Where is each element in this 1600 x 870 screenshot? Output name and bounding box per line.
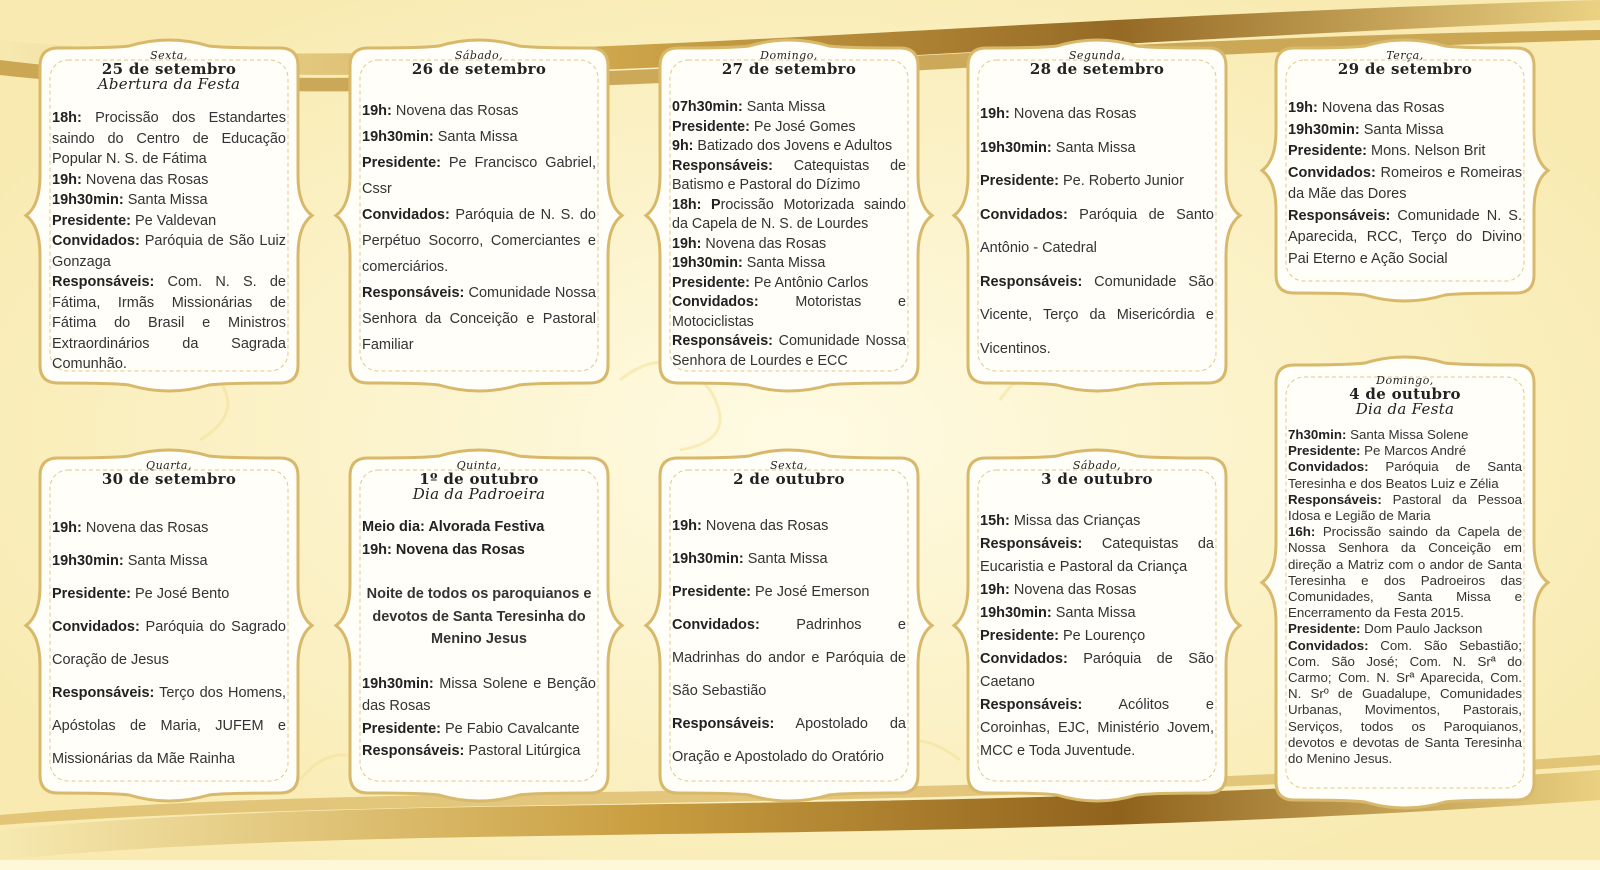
schedule-line: [672, 609, 906, 708]
line-text: Santa Missa: [1359, 121, 1444, 138]
schedule-line: [362, 280, 596, 358]
card-header: [650, 50, 928, 77]
card-body: [980, 98, 1214, 366]
line-text: Novena das Rosas: [1009, 106, 1137, 122]
line-label: Novena das Rosas: [395, 541, 525, 558]
card-header: [340, 50, 618, 77]
day-of-week: Segunda,: [1068, 49, 1126, 62]
day-of-week: Sábado,: [454, 49, 504, 62]
card-header: [958, 50, 1236, 77]
line-label: Presidente:: [980, 628, 1059, 644]
line-label: 19h30min:: [362, 129, 434, 145]
schedule-line: [1288, 459, 1522, 491]
line-text: Batizado dos Jovens e Adultos: [693, 138, 893, 154]
line-label: Convidados:: [1288, 637, 1369, 653]
line-text: Paróquia de N. S. do Perpétuo Socorro, Comerciantes e comerciários.: [362, 207, 596, 275]
line-text: Pe José Bento: [130, 586, 230, 602]
line-label: Presidente:: [1288, 621, 1361, 637]
schedule-line: [1288, 120, 1522, 142]
card-subtitle: Dia da Padroeira: [412, 485, 546, 504]
line-text: Novena das Rosas: [701, 518, 829, 534]
schedule-line: [52, 190, 286, 211]
line-text: Catequistas de Batismo e Pastoral do Dízimo: [672, 157, 906, 193]
line-text: Novena das Rosas: [1317, 100, 1445, 116]
line-label: 07h30min:: [672, 99, 743, 115]
schedule-line: [1288, 427, 1522, 443]
line-text: Pe Francisco Gabriel, Cssr: [362, 155, 596, 197]
card-body: [52, 108, 286, 375]
schedule-card: [958, 38, 1236, 393]
schedule-line: [672, 235, 906, 255]
line-text: Novena das Rosas: [81, 171, 209, 188]
schedule-line: [362, 539, 596, 562]
card-date: 26 de setembro: [411, 59, 547, 78]
line-text: Santa Missa: [123, 553, 208, 569]
day-of-week: Sexta,: [770, 459, 808, 472]
card-body: [1288, 427, 1522, 767]
schedule-card: [1266, 38, 1544, 303]
line-label: Convidados:: [52, 619, 140, 635]
line-label: 19h:: [672, 518, 702, 534]
line-label: Responsáveis:: [672, 716, 775, 732]
schedule-line: [1288, 492, 1522, 524]
schedule-card: [30, 38, 308, 393]
line-label: Convidados:: [362, 207, 450, 223]
line-label: Convidados:: [980, 206, 1068, 223]
line-label: 19h30min:: [672, 551, 744, 567]
line-label: Responsáveis:: [362, 743, 465, 759]
highlight-note: Noite de todos os paroquianos e devotos de Santa Teresinha do Menino Jesus: [366, 586, 592, 647]
schedule-line: [1288, 98, 1522, 120]
line-label: Responsáveis:: [1288, 491, 1382, 507]
schedule-card: [650, 448, 928, 803]
line-text: Pastoral Litúrgica: [464, 743, 581, 759]
schedule-line: [672, 576, 906, 609]
schedule-line: [52, 108, 286, 170]
line-label: 7h30min:: [1288, 427, 1347, 442]
line-text: Comunidade Nossa Senhora de Lourdes e ECC: [672, 333, 906, 369]
line-label: Presidente:: [362, 155, 441, 171]
schedule-line: [1288, 638, 1522, 768]
schedule-line: [672, 543, 906, 576]
line-text: Catequistas da Eucaristia e Pastoral da Criança: [980, 536, 1214, 575]
schedule-card: [340, 448, 618, 803]
line-text: Santa Missa: [743, 551, 828, 567]
line-label: Presidente:: [52, 586, 131, 602]
line-text: Santa Missa: [742, 99, 826, 115]
line-text: Procissão saindo da Capela de Nossa Senhora da Conceição em direção a Matriz com o andor de Santa Teresinha e dos Padroeiros das Comunidades, Santa Missa e Encerramento da Festa 2015.: [1288, 524, 1522, 621]
schedule-line: [362, 202, 596, 280]
schedule-line: [362, 673, 596, 718]
card-header: [340, 460, 618, 503]
card-body: [1288, 98, 1522, 270]
line-label: 19h:: [1288, 100, 1318, 116]
line-text: Paróquia de Santo Antônio - Catedral: [980, 206, 1214, 256]
day-of-week: Sexta,: [150, 49, 188, 62]
line-label: Responsáveis:: [980, 697, 1083, 713]
line-text: Dom Paulo Jackson: [1360, 621, 1483, 637]
line-label: Presidente:: [672, 274, 750, 291]
schedule-line: [362, 516, 596, 539]
day-of-week: Domingo,: [760, 49, 818, 62]
line-label: 19h30min:: [980, 139, 1052, 156]
card-date: 4 de outubro: [1349, 384, 1461, 403]
schedule-line: [672, 332, 906, 371]
line-label: Presidente:: [362, 720, 441, 737]
schedule-line: [1288, 206, 1522, 271]
line-text: Com. N. S. de Fátima, Irmãs Missionárias de Fátima do Brasil e Ministros Extraordinários da Sagrada Comunhão.: [52, 274, 286, 372]
line-text: Terço dos Homens, Apóstolas de Maria, JUFEM e Missionárias da Mãe Rainha: [52, 685, 286, 767]
day-of-week: Quarta,: [146, 459, 192, 472]
line-label: 19h:: [52, 171, 82, 188]
line-text: Padrinhos e Madrinhas do andor e Paróquia de São Sebastião: [672, 617, 906, 699]
schedule-card: [30, 448, 308, 803]
schedule-card: [340, 38, 618, 393]
schedule-line: [672, 157, 906, 196]
line-text: Santa Missa: [1051, 139, 1136, 156]
line-text: Santa Missa: [123, 192, 208, 208]
line-label: 18h:: [52, 110, 82, 126]
schedule-line: [52, 512, 286, 545]
line-text: Comunidade Nossa Senhora da Conceição e Pastoral Familiar: [362, 285, 596, 353]
card-date: 28 de setembro: [1029, 59, 1165, 78]
schedule-line: [980, 199, 1214, 266]
schedule-line: [980, 510, 1214, 533]
line-label: 9h:: [672, 138, 694, 154]
schedule-line: [672, 274, 906, 294]
line-label: Responsáveis:: [980, 536, 1083, 552]
line-label: Presidente:: [1288, 143, 1367, 159]
line-text: Paróquia de São Caetano: [980, 651, 1214, 690]
schedule-line: [362, 98, 596, 124]
line-label: Responsáveis:: [362, 285, 465, 301]
card-header: [30, 460, 308, 487]
line-text: rocissão Motorizada saindo da Capela de N. S. de Lourdes: [672, 196, 906, 232]
day-of-week: Domingo,: [1376, 374, 1434, 387]
line-label: 19h:: [980, 106, 1010, 122]
line-label: Responsáveis:: [672, 333, 773, 349]
line-label: 19h30min:: [1288, 121, 1360, 138]
line-text: Paróquia de São Luiz Gonzaga: [52, 233, 286, 270]
line-text: Santa Missa Solene: [1346, 427, 1469, 442]
card-subtitle: Dia da Festa: [1355, 400, 1455, 419]
card-date: 25 de setembro: [101, 59, 237, 78]
day-of-week: Terça,: [1386, 49, 1424, 62]
line-text: Com. São Sebastião; Com. São José; Com. N. Srª do Carmo; Com. N. Srª Aparecida, Com. N. Srº de Guadalupe, Comunidades Urbanas, Movimentos, Pastorais, Serviços, todos os Paroquianos, devotos e devotas de Santa Teresinha do Menino Jesus.: [1288, 637, 1522, 767]
card-header: [650, 460, 928, 487]
schedule-line: [362, 150, 596, 202]
schedule-line: [362, 718, 596, 741]
schedule-line: [52, 272, 286, 375]
line-text: Comunidade São Vicente, Terço da Misericórdia e Vicentinos.: [980, 273, 1214, 357]
line-label: 16h:: [1288, 524, 1316, 540]
schedule-line: [1288, 621, 1522, 637]
line-label: 19h:: [52, 520, 82, 536]
line-text: Pastoral da Pessoa Idosa e Legião de Maria: [1288, 491, 1522, 524]
line-text: Pe. Roberto Junior: [1058, 173, 1184, 189]
line-label: Responsáveis:: [1288, 207, 1391, 224]
schedule-line: [980, 533, 1214, 579]
schedule-line: [980, 165, 1214, 199]
line-text: Santa Missa: [742, 255, 826, 271]
card-header: [1266, 375, 1544, 418]
schedule-line: [362, 124, 596, 150]
card-subtitle: Abertura da Festa: [97, 75, 241, 94]
line-label: 19h30min:: [52, 192, 124, 208]
line-text: Procissão dos Estandartes saindo do Centro de Educação Popular N. S. de Fátima: [52, 110, 286, 167]
line-text: Pe Fabio Cavalcante: [440, 720, 580, 737]
line-label: 19h:: [362, 541, 392, 558]
schedule-line: [52, 170, 286, 191]
schedule-line: [362, 740, 596, 763]
line-label: Convidados:: [980, 651, 1068, 667]
schedule-line: [980, 602, 1214, 625]
line-text: Novena das Rosas: [391, 103, 519, 119]
schedule-line: [672, 293, 906, 332]
line-label: 19h:: [980, 582, 1010, 598]
schedule-line: [672, 510, 906, 543]
card-header: [1266, 50, 1544, 77]
line-text: Pe José Gomes: [749, 118, 856, 135]
line-label: Responsáveis:: [52, 685, 155, 701]
schedule-card: [1266, 355, 1544, 810]
schedule-line: [672, 98, 906, 118]
line-text: Paróquia de Santa Teresinha e dos Beatos Luiz e Zélia: [1288, 459, 1522, 491]
schedule-line: [980, 694, 1214, 763]
schedule-card: [650, 38, 928, 393]
card-date: 2 de outubro: [733, 469, 845, 488]
line-label: Meio dia: Alvorada Festiva: [362, 519, 545, 535]
line-label: Convidados:: [672, 294, 759, 310]
line-text: Apostolado da Oração e Apostolado do Oratório: [672, 716, 906, 765]
line-label: Responsáveis:: [672, 157, 773, 174]
card-body: [672, 510, 906, 774]
line-text: Motoristas e Motociclistas: [672, 294, 906, 330]
line-label: 19h30min:: [672, 255, 743, 271]
card-body: [362, 516, 596, 763]
line-label: Presidente:: [1288, 443, 1361, 459]
card-body: [672, 98, 906, 371]
line-label: Presidente:: [672, 584, 751, 600]
line-text: Pe Antônio Carlos: [749, 274, 869, 291]
schedule-line: [1288, 443, 1522, 459]
line-text: Pe Valdevan: [130, 212, 217, 229]
schedule-line: [672, 254, 906, 274]
schedule-line: [52, 211, 286, 232]
line-label: Responsáveis:: [52, 274, 155, 290]
line-label: 19h30min:: [362, 675, 434, 692]
line-label: Convidados:: [1288, 459, 1369, 475]
card-body: [980, 510, 1214, 763]
line-label: 19h:: [672, 235, 702, 252]
line-text: Romeiros e Romeiras da Mãe das Dores: [1288, 164, 1522, 202]
line-label: Convidados:: [672, 617, 760, 633]
line-label: 19h30min:: [52, 553, 124, 569]
schedule-line: [52, 611, 286, 677]
line-text: Pe Lourenço: [1058, 628, 1146, 644]
schedule-line: [980, 266, 1214, 367]
line-label: Responsáveis:: [980, 273, 1083, 290]
line-text: Santa Missa: [433, 129, 518, 145]
card-date: 27 de setembro: [721, 59, 857, 78]
card-body: [362, 98, 596, 358]
schedule-line: [672, 708, 906, 774]
card-header: [30, 50, 308, 93]
card-body: [52, 512, 286, 776]
schedule-line: [52, 545, 286, 578]
line-label: 15h:: [980, 513, 1010, 529]
schedule-line: [980, 579, 1214, 602]
schedule-line: [52, 677, 286, 776]
line-text: Missa Solene e Benção das Rosas: [362, 675, 596, 714]
schedule-line: [1288, 141, 1522, 163]
line-text: Pe José Emerson: [750, 584, 870, 600]
schedule-line: [672, 196, 906, 235]
line-text: Acólitos e Coroinhas, EJC, Ministério Jovem, MCC e Toda Juventude.: [980, 697, 1214, 759]
schedule-line: [980, 648, 1214, 694]
line-label: 18h: P: [672, 196, 721, 213]
line-text: Novena das Rosas: [701, 235, 827, 252]
line-text: Novena das Rosas: [1009, 582, 1137, 598]
schedule-line: [1288, 163, 1522, 206]
schedule-line: [672, 118, 906, 138]
line-text: Missa das Crianças: [1009, 513, 1141, 529]
schedule-line: [980, 625, 1214, 648]
line-text: Comunidade N. S. Aparecida, RCC, Terço do Divino Pai Eterno e Ação Social: [1288, 207, 1522, 267]
day-of-week: Sábado,: [1072, 459, 1122, 472]
line-text: Pe Marcos André: [1360, 443, 1467, 459]
line-label: Presidente:: [980, 173, 1059, 189]
line-text: Novena das Rosas: [81, 520, 209, 536]
line-label: 19h:: [362, 103, 392, 119]
card-header: [958, 460, 1236, 487]
line-label: Presidente:: [672, 118, 750, 135]
line-label: Convidados:: [1288, 164, 1376, 181]
day-of-week: Quinta,: [456, 459, 502, 472]
schedule-line: [52, 578, 286, 611]
schedule-line: [672, 137, 906, 157]
line-text: Mons. Nelson Brit: [1366, 143, 1486, 159]
card-date: 30 de setembro: [101, 469, 237, 488]
card-date: 29 de setembro: [1337, 59, 1473, 78]
schedule-card: [958, 448, 1236, 803]
line-text: Paróquia do Sagrado Coração de Jesus: [52, 619, 286, 668]
schedule-line: [980, 132, 1214, 166]
schedule-line: [1288, 524, 1522, 621]
card-date: 3 de outubro: [1041, 469, 1153, 488]
schedule-line: [52, 231, 286, 272]
card-date: 1º de outubro: [419, 469, 539, 488]
line-text: Santa Missa: [1051, 605, 1136, 621]
line-label: Convidados:: [52, 233, 140, 249]
line-label: Presidente:: [52, 212, 131, 229]
line-label: 19h30min:: [980, 605, 1052, 621]
schedule-line: [980, 98, 1214, 132]
